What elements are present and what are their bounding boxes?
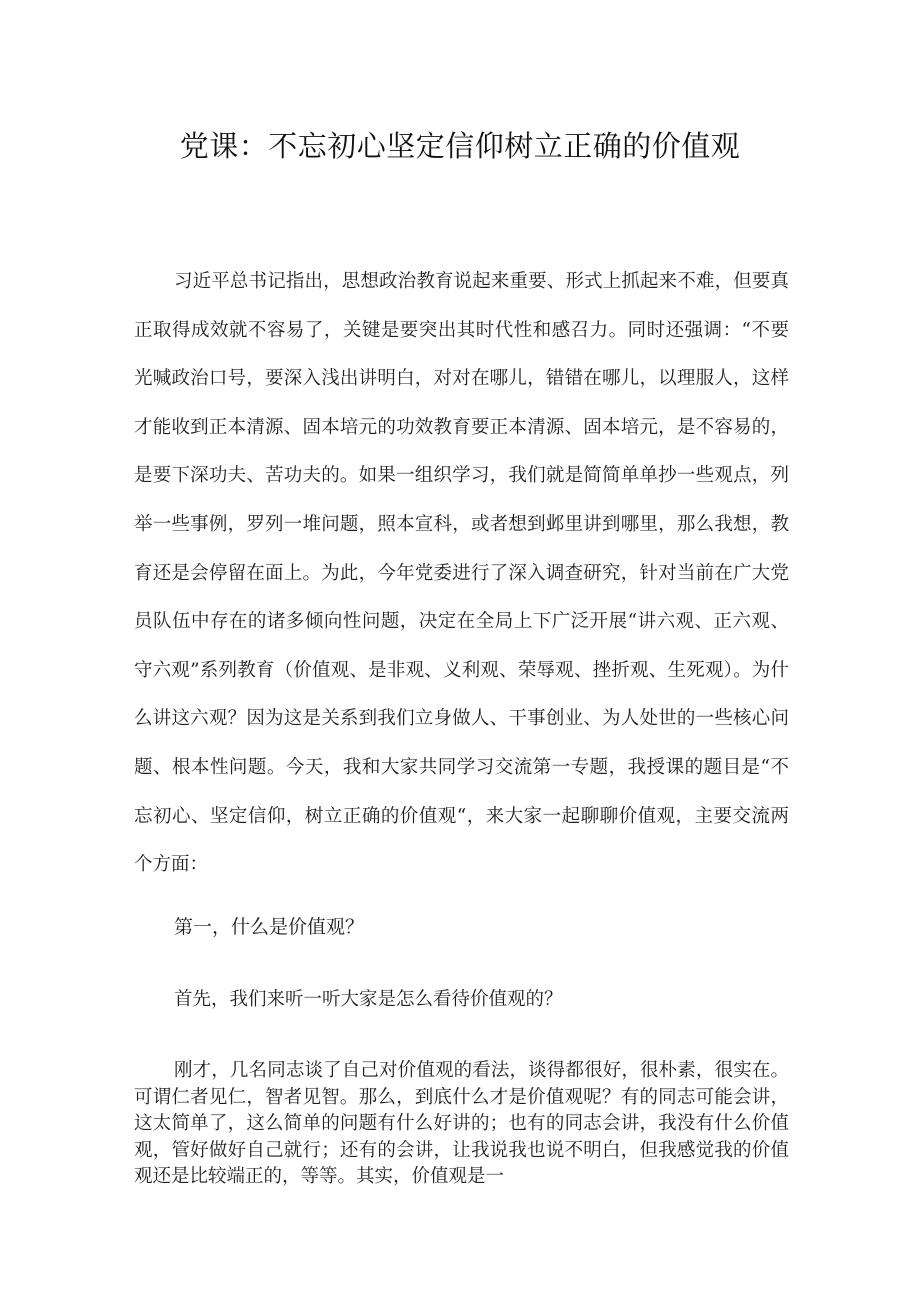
document-title: 党课：不忘初心坚定信仰树立正确的价值观 [179,129,741,163]
section-heading-first: 第一，什么是价值观？ [174,916,365,938]
intro-paragraph: 习近平总书记指出，思想政治教育说起来重要、形式上抓起来不难，但要真正取得成效就不容易了，关键是要突出其时代性和感召力。同时还强调：“不要光喊政治口号，要深入浅出讲明白，对对在哪儿，错错在哪儿，以理服人，这样才能收到正本清源、固本培元的功效教育要正本清源、固本培元，是不容易的，是要下深功夫、苦功夫的。如果一组织学习，我们就是简简单单抄一些观点，列举一些事例，罗列一堆问题，照本宣科，或者想到邺里讲到哪里，那么我想，教育还是会停留在面上。为此，今年党委进行了深入调查研究，针对当前在广大党员队伍中存在的诸多倾向性问题，决定在全局上下广泛开展“讲六观、正六观、守六观”系列教育（价值观、是非观、义利观、荣辱观、挫折观、生死观）。为什么讲这六观？因为这是关系到我们立身做人、干事创业、为人处世的一些核心问题、根本性问题。今天，我和大家共同学习交流第一专题，我授课的题目是“不忘初心、坚定信仰，树立正确的价值观“，来大家一起聊聊价值观，主要交流两个方面： [134,271,789,876]
discussion-paragraph: 刚才，几名同志谈了自己对价值观的看法，谈得都很好，很朴素，很实在。可谓仁者见仁，智者见智。那么，到底什么才是价值观呢？有的同志可能会讲，这太简单了，这么简单的问题有什么好讲的；也有的同志会讲，我没有什么价值观，管好做好自己就行；还有的会讲，让我说我也说不明白，但我感觉我的价值观还是比较端正的，等等。其实，价值观是一 [134,1060,789,1187]
sub-question-paragraph: 首先，我们来听一听大家是怎么看待价值观的？ [174,989,563,1010]
